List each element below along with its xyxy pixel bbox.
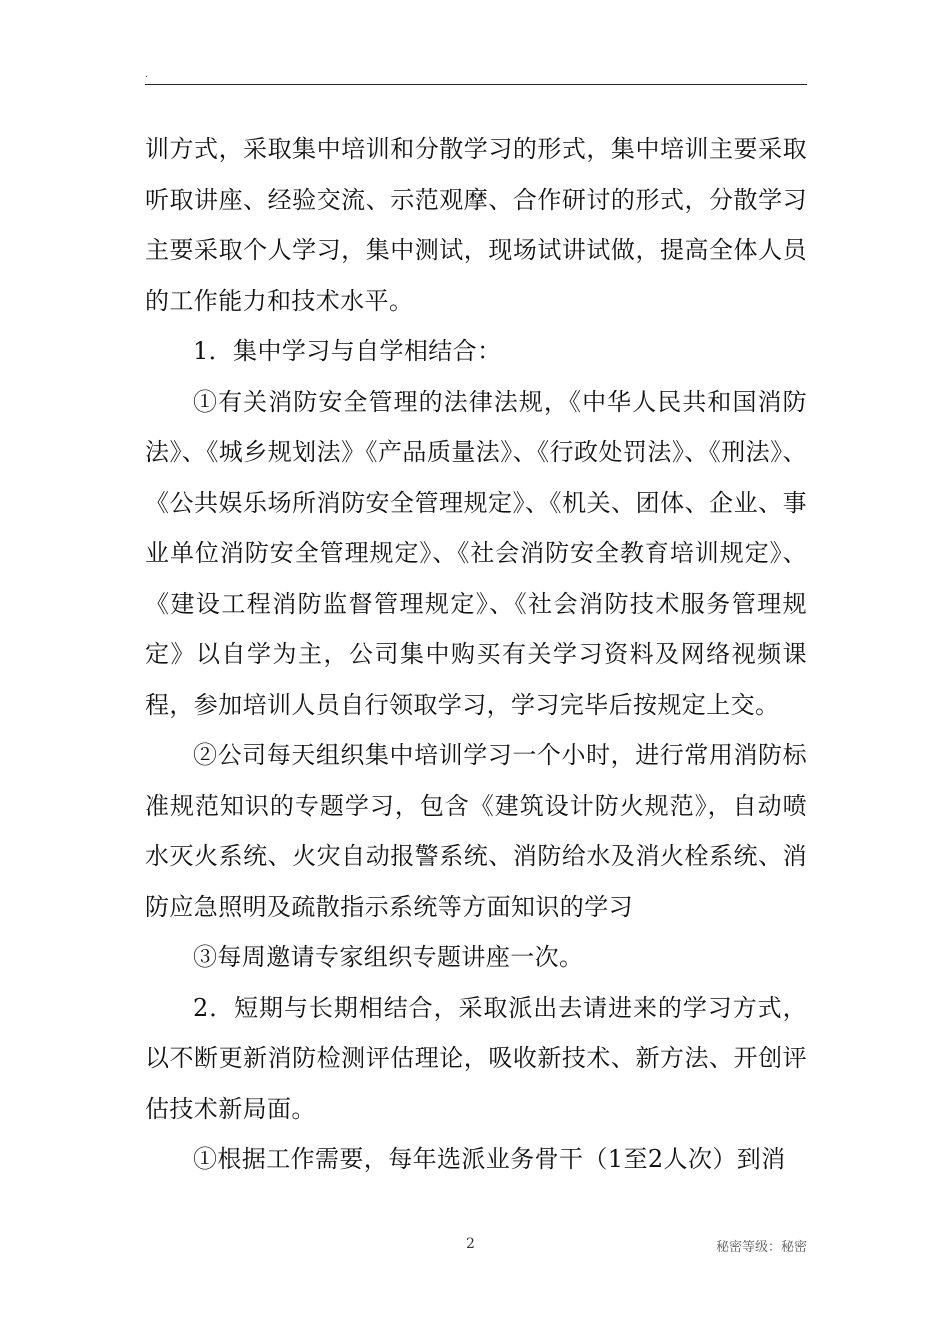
paragraph-item-2-1: ①根据工作需要，每年选派业务骨干（1至2人次）到消 [193,1145,786,1173]
page-number: 2 [466,1236,475,1252]
paragraph-item-1-3: ③每周邀请专家组织专题讲座一次。 [193,943,584,971]
security-level: 秘密等级：秘密 [715,1240,807,1255]
paragraph-section-1: 1．集中学习与自学相结合： [193,337,502,365]
document-body [145,124,807,1185]
paragraph-continuation: 训方式，采取集中培训和分散学习的形式，集中培训主要采取听取讲座、经验交流、示范观摩、合作研讨的形式，分散学习主要采取个人学习，集中测试，现场试讲试做，提高全体人员的工作能力和技术水平。 [145,135,807,315]
header-mark: . [145,69,149,80]
paragraph-item-1-2: ②公司每天组织集中培训学习一个小时，进行常用消防标准规范知识的专题学习，包含《建筑设计防火规范》，自动喷水灭火系统、火灾自动报警系统、消防给水及消火栓系统、消防应急照明及疏散指示系统等方面知识的学习 [145,741,807,921]
paragraph-section-2: 2．短期与长期相结合，采取派出去请进来的学习方式，以不断更新消防检测评估理论，吸收新技术、新方法、开创评估技术新局面。 [145,993,807,1123]
paragraph-item-1-1: ①有关消防安全管理的法律法规，《中华人民共和国消防法》、《城乡规划法》《产品质量法》、《行政处罚法》、《刑法》、《公共娱乐场所消防安全管理规定》、《机关、团体、企业、事业单位消防安全管理规定》、《社会消防安全教育培训规定》、《建设工程消防监督管理规定》、《社会消防技术服务管理规定》以自学为主，公司集中购买有关学习资料及网络视频课程，参加培训人员自行领取学习，学习完毕后按规定上交。 [145,387,807,719]
header-rule [145,84,807,85]
